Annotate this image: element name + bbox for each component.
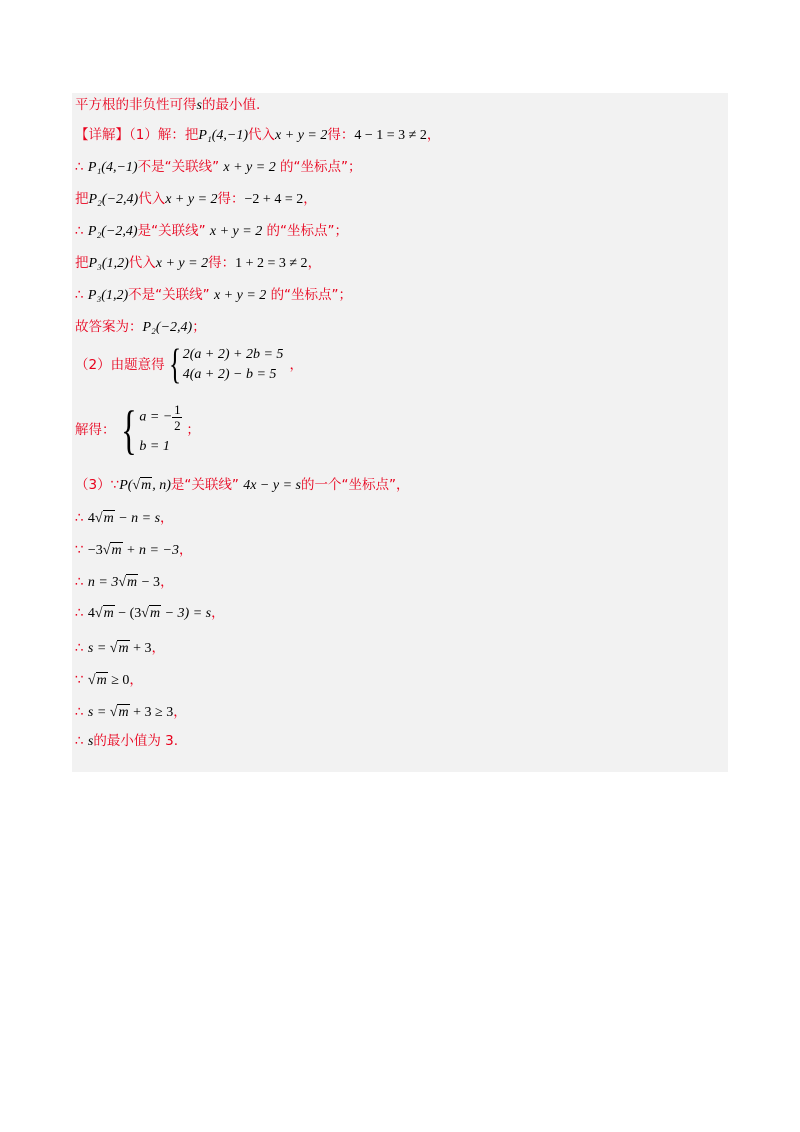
math: 4x − y = s (243, 478, 301, 493)
text: ， (178, 542, 193, 558)
math: + n = −3 (122, 543, 179, 558)
math: −2 + 4 = 2 (244, 192, 304, 207)
sqrt-sign: √ (94, 606, 103, 621)
math: x + y = 2 (275, 128, 328, 143)
text: 的最小值为 3. (93, 733, 179, 749)
sqrt-radicand: m (118, 705, 129, 720)
sqrt-sign: √ (109, 641, 118, 656)
sqrt-sign: √ (118, 575, 127, 590)
text: 不是“关联线” (137, 159, 220, 175)
sqrt-sign: √ (109, 705, 118, 720)
text: ， (426, 127, 441, 143)
text: 是“关联线” (170, 477, 239, 493)
text: 的“坐标点”； (270, 287, 353, 303)
math: P₂(−2,4) (87, 224, 138, 239)
line-13 (75, 540, 192, 561)
math: − n = s (114, 511, 161, 526)
therefore-symbol: ∴ (75, 605, 84, 621)
math: −3 (87, 543, 103, 558)
sqrt-radicand: m (118, 641, 129, 656)
math: s = (87, 705, 110, 720)
therefore-symbol: ∴ (75, 159, 84, 175)
system-rows (139, 402, 182, 457)
therefore-symbol: ∴ (75, 510, 84, 526)
sqrt-sign: √ (141, 606, 149, 621)
therefore-symbol: ∴ (75, 704, 84, 720)
text: 的一个“坐标点”， (300, 477, 410, 493)
equation-system (75, 344, 303, 386)
sqrt-radicand: m (149, 606, 161, 621)
text: ， (160, 510, 174, 526)
math: P₃(1,2) (88, 256, 129, 271)
detail-tag: 【详解】 (75, 127, 129, 143)
text: 解得： (75, 421, 116, 438)
math: + 3 ≥ 3 (129, 705, 174, 720)
text: ， (151, 640, 166, 656)
text: ； (192, 319, 206, 335)
line-3 (75, 157, 362, 178)
text: ， (173, 704, 187, 720)
line-6 (75, 253, 321, 274)
math: x + y = 2 (213, 288, 267, 303)
fraction (172, 402, 182, 433)
text: ， (129, 672, 143, 688)
math: 4 (87, 606, 95, 621)
math: + 3 (129, 641, 152, 656)
solution-system (75, 399, 200, 460)
math: P( (119, 478, 133, 493)
line-14 (75, 572, 174, 593)
math: s (87, 734, 94, 749)
math: 4 − 1 = 3 ≠ 2 (354, 128, 427, 143)
solution-row-a (139, 402, 182, 433)
therefore-symbol: ∴ (75, 640, 84, 656)
math: 1 + 2 = 3 ≠ 2 (235, 256, 308, 271)
therefore-symbol: ∴ (75, 223, 84, 239)
line-4 (75, 189, 317, 210)
sqrt-radicand: m (111, 543, 122, 558)
line-16 (75, 638, 165, 659)
because-symbol: ∵ (75, 542, 84, 558)
sqrt-sign: √ (87, 673, 96, 688)
text: 的“坐标点”； (266, 223, 349, 239)
text: （3）∵ (75, 477, 120, 493)
sqrt-radicand: m (103, 606, 114, 621)
math: x + y = 2 (165, 192, 218, 207)
text: 得： (208, 255, 236, 271)
math: s = (87, 641, 110, 656)
line-9 (75, 344, 303, 386)
math: x + y = 2 (155, 256, 209, 271)
text: ， (211, 605, 225, 621)
sqrt-radicand: m (127, 575, 138, 590)
brace: { (120, 399, 137, 460)
text: ， (160, 574, 174, 590)
line-5 (75, 221, 348, 242)
math: P₂(−2,4) (88, 192, 139, 207)
text: 故答案为： (75, 319, 143, 335)
system-rows (183, 345, 284, 385)
sqrt-sign: √ (132, 478, 141, 493)
therefore-symbol: ∴ (75, 287, 84, 303)
math: a = − (139, 409, 173, 425)
text: 不是“关联线” (128, 287, 210, 303)
math: − 3 (138, 575, 161, 590)
because-symbol: ∵ (75, 672, 84, 688)
therefore-symbol: ∴ (75, 733, 84, 749)
line-2 (75, 125, 440, 146)
line-11 (75, 475, 409, 496)
equation-row: 4(a + 2) − b = 5 (182, 367, 277, 382)
math: ≥ 0 (107, 673, 130, 688)
math: , n) (152, 478, 171, 493)
text: ； (186, 421, 200, 438)
math: − (3 (114, 606, 142, 621)
line-12 (75, 508, 174, 529)
math: P₃(1,2) (87, 288, 129, 303)
sqrt-sign: √ (94, 511, 103, 526)
text: 的“坐标点”； (280, 159, 362, 175)
text: 的最小值. (201, 97, 261, 113)
line-8 (75, 317, 206, 338)
math: s (196, 98, 202, 113)
text: 是“关联线” (137, 223, 206, 239)
math: n = 3 (87, 575, 119, 590)
text: 代入 (248, 127, 276, 143)
sqrt-radicand: m (96, 673, 107, 688)
sqrt-sign: √ (102, 543, 111, 558)
therefore-symbol: ∴ (75, 574, 84, 590)
text: 得： (327, 127, 355, 143)
sqrt-radicand: m (141, 478, 152, 493)
math: − 3) = s (161, 606, 212, 621)
equation-row: 2(a + 2) + 2b = 5 (182, 347, 284, 362)
text: 得： (217, 191, 245, 207)
text: 把 (75, 191, 89, 207)
math: x + y = 2 (209, 224, 263, 239)
text: 把 (75, 255, 89, 271)
line-18 (75, 702, 187, 723)
line-10 (75, 399, 200, 460)
text: （1）解：把 (129, 127, 199, 143)
line-17 (75, 670, 143, 691)
math: P₂(−2,4) (142, 320, 193, 335)
line-7 (75, 285, 352, 306)
solution-row-b: b = 1 (139, 439, 170, 454)
numerator: 1 (174, 402, 181, 417)
text: ， (289, 357, 303, 373)
text: 代入 (128, 255, 156, 271)
text: ， (307, 255, 322, 271)
math: x + y = 2 (223, 160, 276, 175)
line-15 (75, 603, 225, 624)
text: （2）由题意得 (75, 357, 165, 373)
denominator: 2 (174, 418, 181, 433)
math: P₁(4,−1) (87, 160, 138, 175)
math: P₁(4,−1) (198, 128, 249, 143)
text: 平方根的非负性可得 (75, 97, 197, 113)
sqrt-radicand: m (103, 511, 114, 526)
line-19 (75, 731, 178, 752)
math: 4 (87, 511, 95, 526)
text: 代入 (138, 191, 166, 207)
line-1 (75, 95, 260, 116)
brace: { (168, 342, 181, 388)
text: ， (303, 191, 317, 207)
